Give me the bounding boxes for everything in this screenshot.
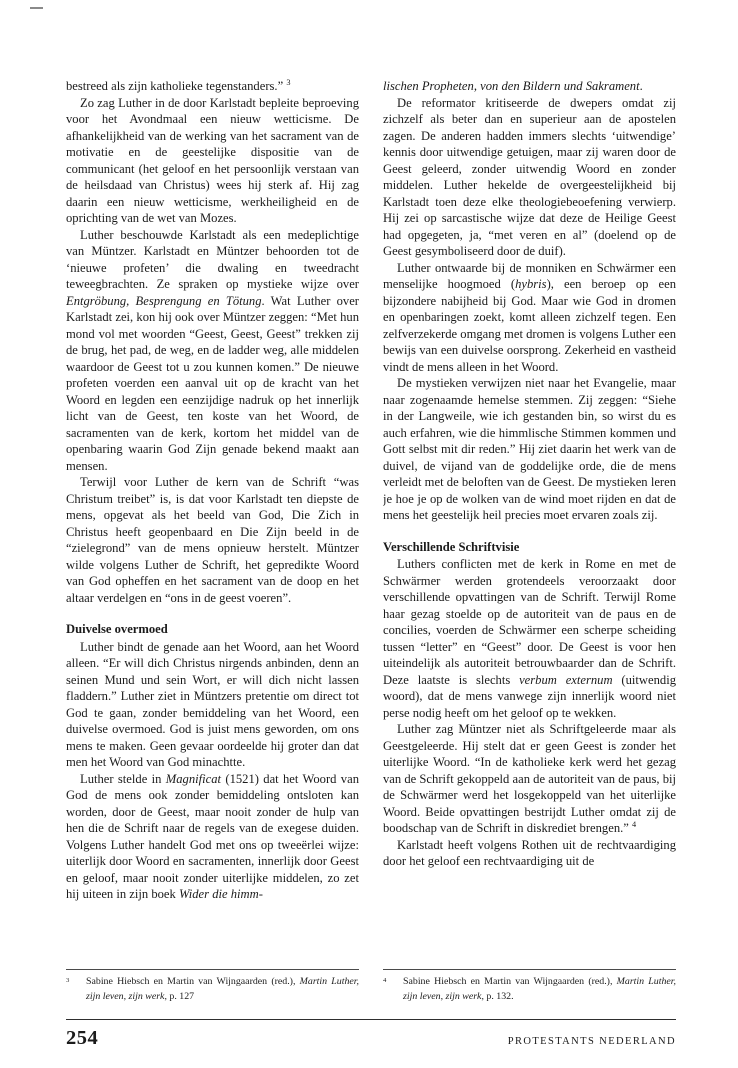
paragraph	[66, 227, 359, 475]
text-run: Luther ontwaarde bij de monniken en Schwärmer een menselijke hoogmoed (	[383, 260, 676, 291]
paragraph	[66, 639, 359, 771]
paragraph	[383, 260, 676, 376]
footnote-area-right	[383, 965, 676, 1004]
text-run: Sabine Hiebsch en Martin van Wijngaarden (red.),	[403, 976, 617, 988]
footnote-rule-left	[66, 969, 359, 970]
paragraph	[383, 837, 676, 870]
text-run: Zo zag Luther in de door Karlstadt bepleite beproeving voor het Avondmaal een nieuw wetticisme. De afhankelijkheid van de werking van het sacrament van de motivatie en de geestelijke dispositie van de communicant (het geloof en het persoonlijk verstaan van de heilsdaad van Christus) wees hij sterk af. Hij zag daarin een nieuw wetticisme, werkheiligheid en de oprichting van de wet van Mozes.	[66, 95, 359, 225]
text-run: Luther stelde in	[80, 771, 166, 786]
journal-name: PROTESTANTS NEDERLAND	[507, 1036, 676, 1047]
text-run: Sabine Hiebsch en Martin van Wijngaarden (red.),	[86, 976, 300, 988]
text-run: verbum externum	[519, 672, 613, 687]
text-run: Martin Luther, zijn leven, zijn werk	[86, 976, 359, 1003]
text-run: De mystieken verwijzen niet naar het Evangelie, maar naar zogenaamde hemelse stemmen. Zij zeggen: “Siehe in der Langweile, wie ich gestanden bin, so wirst du es auch erfahren, wie die himmlische Stimmen kommen und Gott selbst mit dir reden.” Hij ziet daarin het werk van de duivel, de vijand van de goddelijke orde, die de mens verleidt met de beloften van de Geest. De mystieken leren je hoe je op de wolken van de wind moet rijden en dat de mens het geestelijk heil precies moet ervaren zoals zij.	[383, 376, 676, 522]
text-run: bestreed als zijn katholieke tegenstanders.”	[66, 79, 287, 93]
text-run: Terwijl voor Luther de kern van de Schrift “was Christum treibet” is, is dat voor Karlstadt ten diepste de mens, opgevat als het beeld van God, Die Zich in Christus heeft geopenbaard en Die Zijn beeld in de “zielegrond” van de mens opnieuw herstelt. Müntzer wilde volgens Luther de Schrift, het gepredikte Woord van God opheffen en het sacrament van de doop en het altaar verdelgen en “ons in de geest voeren”.	[66, 475, 359, 605]
paragraph	[383, 78, 676, 95]
scan-artifact-mark	[30, 7, 43, 9]
text-run: Wider die himm-	[178, 887, 263, 901]
text-columns	[66, 78, 676, 1004]
paragraph	[383, 375, 676, 524]
section-heading: Verschillende Schriftvisie	[383, 539, 520, 554]
text-run: .	[639, 79, 643, 93]
text-run: Luther beschouwde Karlstadt als een medeplichtige van Müntzer. Karlstadt en Müntzer behoorden tot de ‘nieuwe profeten’ die dwaling en tweedracht teweegbrachten. Ze spraken op mystieke wijze over	[66, 227, 359, 291]
footnote-4	[383, 975, 676, 1004]
column-left-body	[66, 78, 359, 965]
text-run: lischen Propheten, von den Bildern und Sakrament	[383, 79, 640, 93]
footnote-marker: 3	[66, 977, 70, 985]
paragraph	[66, 95, 359, 227]
footnote-area-left	[66, 965, 359, 1004]
text-run: hybris	[515, 277, 547, 291]
text-run: Luther bindt de genade aan het Woord, aan het Woord alleen. “Er will dich Christus nirgends anbinden, denn an seinen Mund und sein Wort, er will dich nicht lassen fladdern.” Luther ziet in Müntzers pretentie om direct tot God te gaan, zonder bemiddeling van het Woord, een duivelse overmoed. God is juist mens geworden, om ons mens te maken. Geen gevaar oordeelde hij groter dan dat men het Woord van God minachtte.	[66, 639, 359, 769]
footnote-marker: 4	[383, 977, 387, 985]
text-run: (uitwendig woord), dat de mens vanwege zijn innerlijk woord niet perse nodig heeft om het geloof op te wekken.	[383, 672, 676, 720]
text-run: Magnificat	[165, 771, 222, 786]
text-run: . Wat Luther over Karlstadt zei, kon hij ook over Müntzer zeggen: “Met hun mond vol met woorden “Geest, Geest, Geest” trekken zij de brug, het pad, de weg, en de ladder weg, alle middelen waardoor de Geest tot u zou kunnen komen.” De nieuwe profeten voerden een aanval uit op de kracht van het Woord en legden een eenzijdige nadruk op het innerlijk licht van de Geest, ten koste van het Woord, de sacramenten van de kerk, kortom het middel van de openbaring waarin God Zijn genade bekend maakt aan mensen.	[66, 293, 359, 473]
text-run: De reformator kritiseerde de dwepers omdat zij zichzelf als beter dan en superieur aan de apostelen zagen. De anderen hadden immers slechts ‘uitwendige’ kennis door uitwendige getuigen, maar zij waren door de Geest geleerd, zonder uitwendig Woord en zonder middelen. Luther hekelde de overgeestelijkheid bij Karlstadt toen deze elke theologiebeoefening verwierp. Hij zei op sarcastische wijze dat deze de Heilige Geest had opgegeten, ja, “met veren en al” (doelend op de Geest gesymboliseerd door de duif).	[383, 95, 676, 258]
footnote-reference: 3	[286, 78, 291, 87]
paragraph	[383, 95, 676, 260]
footnote-3	[66, 975, 359, 1004]
text-run: (1521) dat het Woord van God de mens ook zonder bemiddeling ontsloten kan worden, door de Geest, maar nooit zonder de hulp van hen die de Schrift naar de regels van de exegese duiden. Volgens Luther handelt God met ons op tweeërlei wijze: uiterlijk door Woord en sacramenten, innerlijk door Geest en geloof, maar nooit zonder uiterlijke middelen, zo zet hij uiteen in zijn boek	[66, 771, 359, 901]
page-footer	[66, 1019, 676, 1050]
column-right-body	[383, 78, 676, 965]
text-run: Entgröbung, Besprengung en Tötung	[66, 293, 262, 308]
text-run: , p. 127	[164, 991, 195, 1003]
paragraph	[66, 78, 359, 95]
section-heading: Duivelse overmoed	[66, 622, 168, 636]
text-run: , p. 132.	[481, 991, 514, 1003]
footer-row	[66, 1020, 676, 1050]
text-run: ), een beroep op een bijzondere nabijheid bij God. Maar wie God in dromen en openbaringen zoekt, komt alleen zichzelf tegen. Een zelfverzekerde omgang met dromen is volgens Luther een bewijs van een duivelse oorsprong. Zekerheid en vastheid vindt de mens alleen in het Woord.	[383, 277, 676, 374]
paragraph	[66, 474, 359, 606]
column-left	[66, 78, 359, 1004]
paragraph	[383, 721, 676, 837]
column-right	[383, 78, 676, 1004]
text-run: Luther zag Müntzer niet als Schriftgeleerde maar als Geestgeleerde. Hij stelt dat er geen Geest is zonder het uiterlijke Woord. “In de katholieke kerk werd het gezag van de Schrift gekoppeld aan de autoriteit van de paus, bij de Schwärmer werd het losgekoppeld van het uiterlijke Woord. Beide opvattingen bestrijdt Luther omdat zij de boodschap van de Schrift in diskrediet brengen.”	[383, 722, 676, 835]
page-number: 254	[66, 1027, 99, 1049]
text-run: Karlstadt heeft volgens Rothen uit de rechtvaardiging door het geloof een rechtvaardiging uit de	[383, 837, 676, 868]
text-run: Martin Luther, zijn leven, zijn werk	[403, 976, 676, 1003]
paragraph	[383, 556, 676, 721]
footnote-rule-right	[383, 969, 676, 970]
text-run: Luthers conflicten met de kerk in Rome en met de Schwärmer werden grotendeels veroorzaakt door verschillende opvattingen van de Schrift. Terwijl Rome haar gezag stoelde op de autoriteit van de paus en de concilies, voerden de Schwärmer een scherpe scheiding tussen “letter” en “Geest” door. De Geest is voor hen uiteindelijk als autoriteit betrouwbaarder dan de Schrift. Deze laatste is slechts	[383, 557, 676, 687]
footnote-reference: 4	[632, 819, 637, 829]
paragraph	[66, 771, 359, 903]
